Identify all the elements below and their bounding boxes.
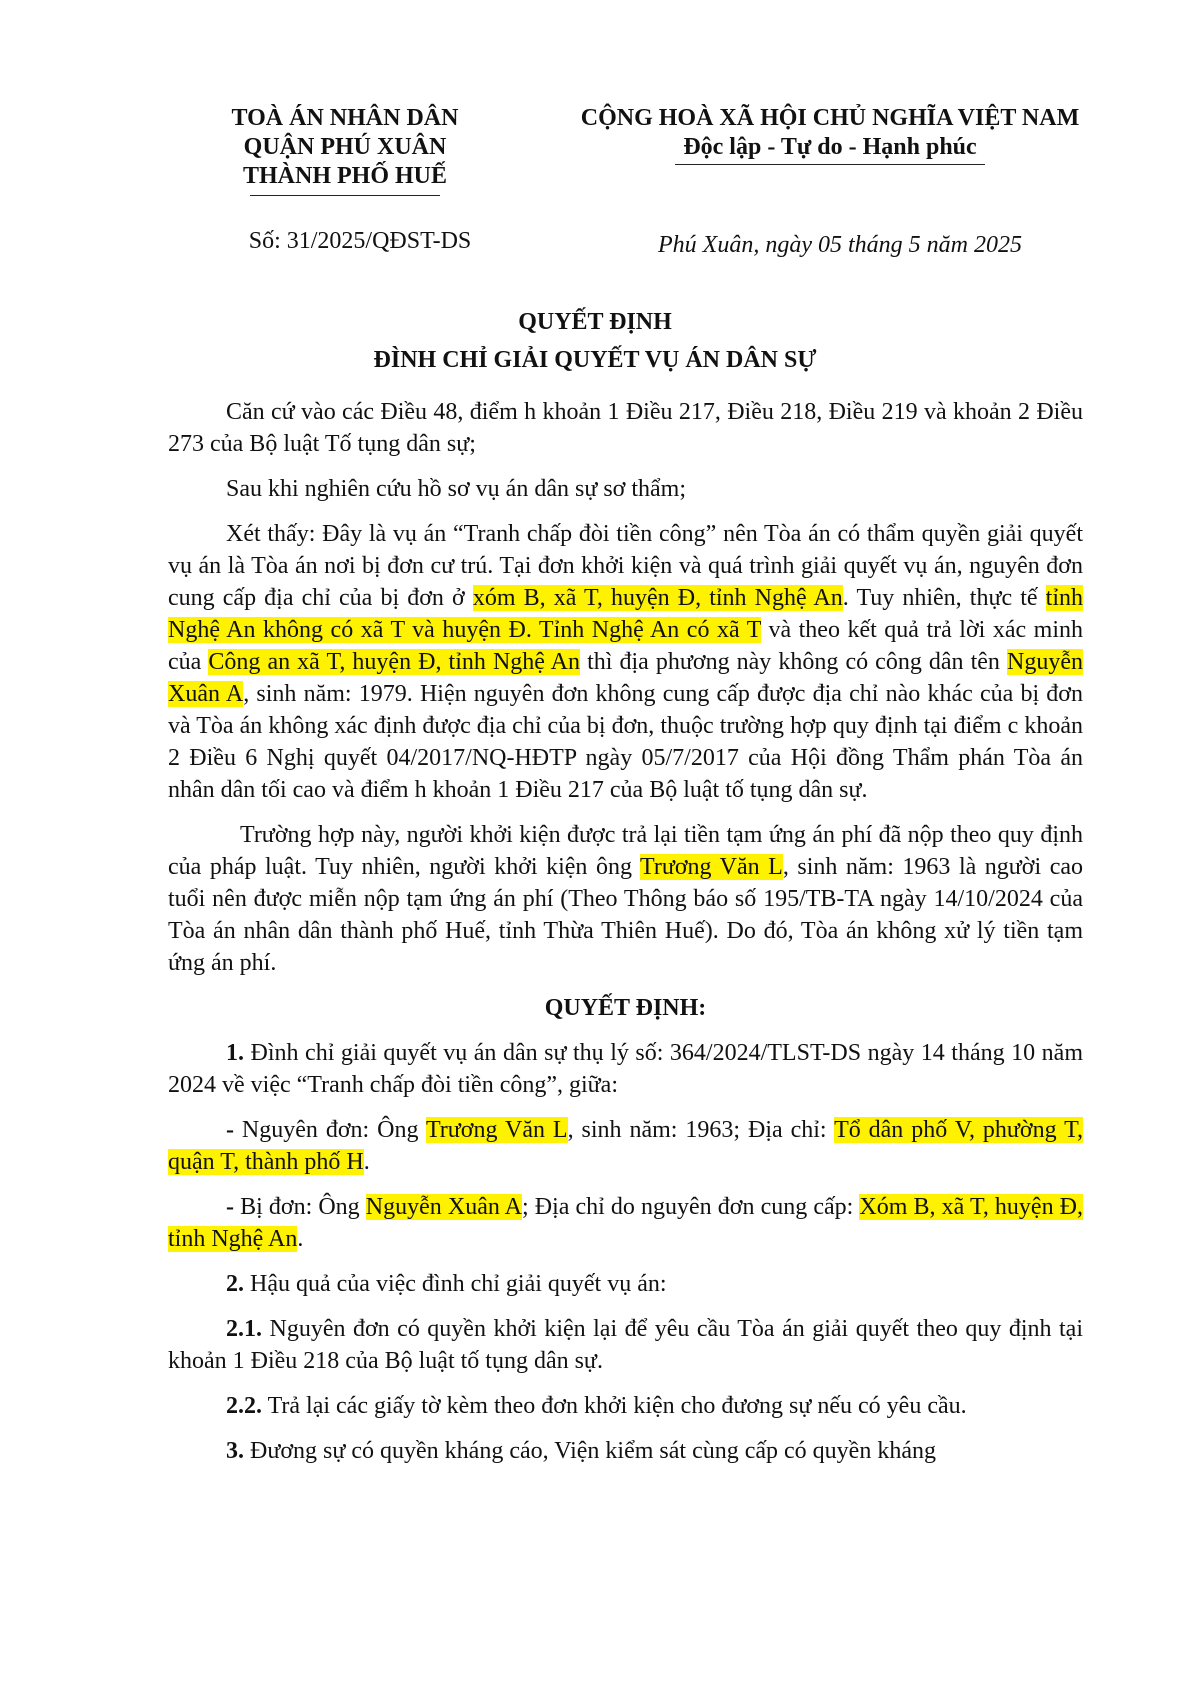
text-span: . [297,1226,304,1252]
decision-item-3 [168,1435,1083,1467]
item-number: 2. [226,1271,244,1297]
text-span: , sinh năm: 1963 là người cao tuổi nên được miễn nộp tạm ứng án phí (Theo Thông báo số 195/TB-TA ngày 14/10/2024 của Tòa án nhân dân thành phố Huế, tỉnh Thừa Thiên Huế). Do đó, Tòa án không xử lý tiền tạm ứng án phí. [168,854,1083,976]
legal-basis-paragraph: Căn cứ vào các Điều 48, điểm h khoản 1 Điều 217, Điều 218, Điều 219 và khoản 2 Điều 273 của Bộ luật Tố tụng dân sự; [168,399,1083,457]
text-span: Nguyên đơn: Ông [234,1117,426,1143]
decision-item-2-1 [168,1313,1083,1377]
place-date: Phú Xuân, ngày 05 tháng 5 năm 2025 [658,232,1022,258]
item-number: 1. [226,1040,244,1066]
highlight-plaintiff-address: Tổ dân phố V, phường T, quận T, thành phố H [168,1117,1083,1175]
court-name-line3: THÀNH PHỐ HUẾ [242,163,447,189]
dash: - [226,1194,234,1220]
decision-item-1 [168,1037,1083,1101]
court-name-line2: QUẬN PHÚ XUÂN [243,134,447,160]
document-body [168,396,1083,1480]
item-text: Đình chỉ giải quyết vụ án dân sự thụ lý số: 364/2024/TLST-DS ngày 14 tháng 10 năm 2024 về việc “Tranh chấp đòi tiền công”, giữa: [168,1040,1083,1098]
title-line1: QUYẾT ĐỊNH [518,309,672,335]
research-paragraph: Sau khi nghiên cứu hồ sơ vụ án dân sự sơ thẩm; [226,476,687,502]
text-span: . [363,1149,370,1175]
highlight-defendant-address: Xóm B, xã T, huyện Đ, tỉnh Nghệ An [168,1194,1084,1252]
highlight-defendant-address: xóm B, xã T, huyện Đ, tỉnh Nghệ An [472,585,843,611]
highlight-plaintiff-name: Trương Văn L [425,1117,568,1143]
text-span: và theo kết quả trả lời xác minh của [168,617,1083,675]
item-text: Nguyên đơn có quyền khởi kiện lại để yêu cầu Tòa án giải quyết theo quy định tại khoản 1 Điều 218 của Bộ luật tố tụng dân sự. [168,1316,1083,1374]
nation-header [540,104,1120,165]
court-header [175,104,515,196]
court-header-underline [250,195,440,196]
consideration-paragraph [168,518,1083,806]
text-span: ; Địa chỉ do nguyên đơn cung cấp: [521,1194,860,1220]
decision-heading: QUYẾT ĐỊNH: [544,995,707,1021]
title-line2: ĐÌNH CHỈ GIẢI QUYẾT VỤ ÁN DÂN SỰ [373,347,817,373]
text-span: Bị đơn: Ông [234,1194,366,1220]
text-span: thì địa phương này không có công dân tên [580,649,1007,675]
item-number: 3. [226,1438,244,1464]
dash: - [226,1117,234,1143]
plaintiff-line [168,1114,1083,1178]
item-text: Trả lại các giấy tờ kèm theo đơn khởi kiện cho đương sự nếu có yêu cầu. [262,1393,967,1419]
item-text: Hậu quả của việc đình chỉ giải quyết vụ án: [244,1271,667,1297]
highlight-defendant-name: Nguyễn Xuân A [168,649,1083,707]
text-span: , sinh năm: 1979. Hiện nguyên đơn không cung cấp được địa chỉ nào khác của bị đơn và Tòa án không xác định được địa chỉ của bị đơn, thuộc trường hợp quy định tại điểm c khoản 2 Điều 6 Nghị quyết 04/2017/NQ-HĐTP ngày 05/7/2017 của Hội đồng Thẩm phán Tòa án nhân dân tối cao và điểm h khoản 1 Điều 217 của Bộ luật tố tụng dân sự. [168,681,1083,803]
defendant-line [168,1191,1083,1255]
nation-name: CỘNG HOÀ XÃ HỘI CHỦ NGHĨA VIỆT NAM [580,105,1080,131]
highlight-province-note: tỉnh Nghệ An không có xã T và huyện Đ. Tỉnh Nghệ An có xã T [168,585,1083,643]
text-span: Trường hợp này, người khởi kiện được trả lại tiền tạm ứng án phí đã nộp theo quy định của pháp luật. Tuy nhiên, người khởi kiện ông [168,822,1083,880]
text-span: . Tuy nhiên, thực tế [842,585,1046,611]
nation-motto: Độc lập - Tự do - Hạnh phúc [675,133,984,165]
document-number: Số: 31/2025/QĐST-DS [248,228,472,254]
fee-paragraph [168,819,1083,979]
decision-item-2-2 [168,1390,1083,1422]
item-number: 2.1. [226,1316,262,1342]
item-number: 2.2. [226,1393,262,1419]
document-title [0,303,1190,379]
text-span: , sinh năm: 1963; Địa chỉ: [567,1117,835,1143]
highlight-defendant-name: Nguyễn Xuân A [365,1194,522,1220]
text-span: Xét thấy: Đây là vụ án “Tranh chấp đòi tiền công” nên Tòa án có thẩm quyền giải quyết vụ án là Tòa án nơi bị đơn cư trú. Tại đơn khởi kiện và quá trình giải quyết vụ án, nguyên đơn cung cấp địa chỉ của bị đơn ở [168,521,1083,611]
decision-item-2 [168,1268,1083,1300]
highlight-police-office: Công an xã T, huyện Đ, tỉnh Nghệ An [208,649,581,675]
item-text: Đương sự có quyền kháng cáo, Viện kiểm sát cùng cấp có quyền kháng [244,1438,936,1464]
highlight-plaintiff-name: Trương Văn L [640,854,783,880]
court-name-line1: TOÀ ÁN NHÂN DÂN [231,105,459,131]
